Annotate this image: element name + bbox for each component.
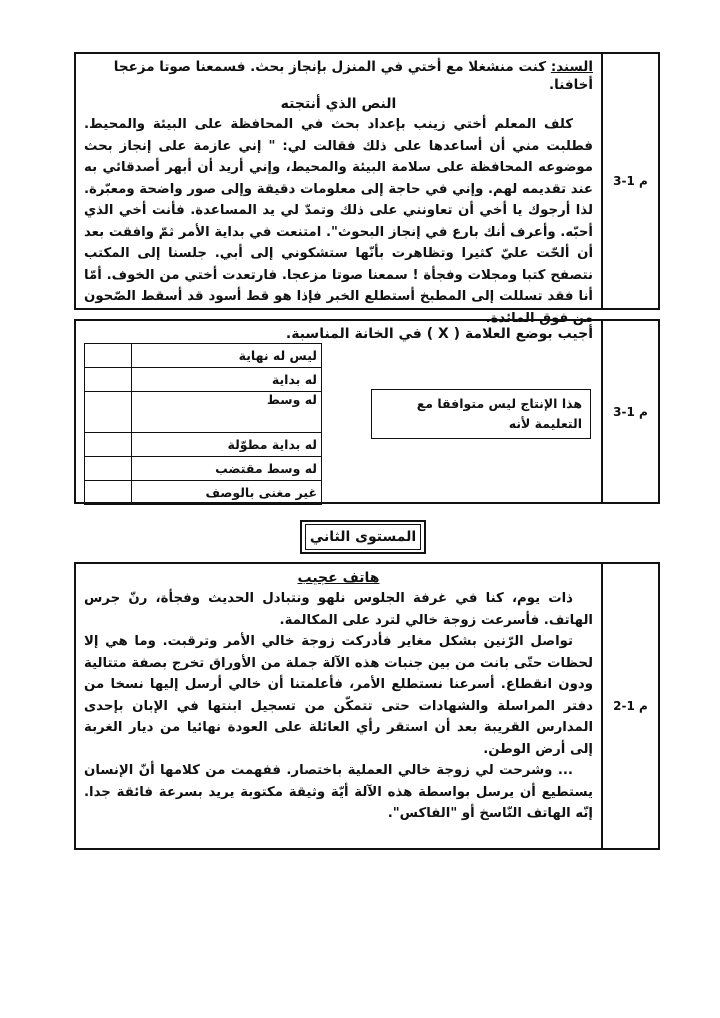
option-row bbox=[85, 457, 322, 481]
second-text-content bbox=[76, 564, 601, 848]
second-text-block bbox=[74, 562, 660, 850]
option-row bbox=[85, 368, 322, 392]
question-instruction: أجيب بوضع العلامة ( X ) في الخانة المناسبة. bbox=[285, 326, 593, 342]
second-text-title: هاتف عجيب bbox=[297, 570, 380, 586]
criterion-label: م 1-3 bbox=[601, 321, 658, 502]
statement-box: هذا الإنتاج ليس متوافقا مع التعليمة لأنه bbox=[371, 389, 591, 439]
source-text-content bbox=[76, 54, 601, 326]
option-label: له بداية bbox=[132, 368, 322, 392]
paragraph-3: ... وشرحت لي زوجة خالي العملية باختصار. ففهمت من كلامها أنّ الإنسان يستطيع أن يرسل بواسطة هذه الآلة أيّة وثيقة مكتوبة يريد بسرعة فائقة جدا. إنّه الهاتف النّاسخ أو "الفاكس". bbox=[84, 763, 593, 821]
paragraph-2: تواصل الرّنين بشكل مغاير فأدركت زوجة خالي الأمر وترقبت. وما هي إلا لحظات حتّى بانت من بين جنبات هذه الآلة جملة من الأوراق تخرج بصفة متتالية ودون انقطاع. أسرعنا نستطلع الأمر، فأعلمتنا أن خالي أرسل إليها نسخا من دفتر المراسلة والشهادات حتى تتمكّن من تسجيل ابنتها في الإبان بإحدى المدارس القريبة بعد أن استقر رأي العائلة على العودة نهائيا من ديار الغربة إلى أرض الوطن. bbox=[84, 634, 593, 757]
produced-text-title: النص الذي أنتجته bbox=[280, 96, 397, 112]
source-text-block bbox=[74, 52, 660, 326]
option-label: له وسط مقتضب bbox=[132, 457, 322, 481]
paragraph-1: ذات يوم، كنا في غرفة الجلوس نلهو ونتبادل الحديث وفجأة، رنّ جرس الهاتف. فأسرعت زوجة خالي لترد على المكالمة. bbox=[84, 591, 593, 628]
source-text: كنت منشغلا مع أختي في المنزل بإنجاز بحث. فسمعنا صوتا مزعجا أخافنا. bbox=[113, 59, 593, 93]
option-row bbox=[85, 481, 322, 505]
answer-box[interactable] bbox=[85, 481, 132, 505]
answer-box[interactable] bbox=[85, 368, 132, 392]
option-row bbox=[85, 344, 322, 368]
source-line bbox=[84, 58, 593, 94]
option-label: غير مغنى بالوصف bbox=[132, 481, 322, 505]
answer-box[interactable] bbox=[85, 344, 132, 368]
answer-box[interactable] bbox=[85, 433, 132, 457]
option-label: له بداية مطوّلة bbox=[132, 433, 322, 457]
option-row bbox=[85, 392, 322, 433]
question-block bbox=[74, 319, 660, 504]
level-title: المستوى الثاني bbox=[305, 524, 421, 550]
source-label: السند: bbox=[550, 59, 593, 75]
criterion-label: م 1-2 bbox=[601, 564, 658, 848]
question-content bbox=[76, 321, 601, 502]
option-row bbox=[85, 433, 322, 457]
options-table bbox=[84, 343, 322, 505]
level-title-box bbox=[300, 520, 426, 554]
answer-box[interactable] bbox=[85, 392, 132, 433]
option-label: له وسط bbox=[132, 392, 322, 433]
criterion-label: م 1-3 bbox=[601, 54, 658, 308]
answer-box[interactable] bbox=[85, 457, 132, 481]
produced-text-paragraph: كلف المعلم أختي زينب بإعداد بحث في المحافظة على البيئة والمحيط. فطلبت مني أن أساعدها على ذلك فقالت لي: " إني عازمة على إنجاز بحث موضوعه المحافظة على سلامة البيئة والمحيط، وإني أريد أن أبهر أصدقائي به عند تقديمه لهم. وإني في حاجة إلى معلومات دقيقة وإلى صور واضحة ومعبّرة. لذا أرجوك يا أخي أن تعاونني على ذلك وتمدّ لي يد المساعدة. فأنت أخي الذي أحبّه. وأعرف أنك بارع في إنجاز البحوث". امتنعت في بداية الأمر ثمّ وافقت بعد أن ألحّت عليّ كثيرا وتظاهرت بأنّها ستشكوني إلى أبي. جلسنا إلى المكتب نتصفح كتبا ومجلات وفجأة ! سمعنا صوتا مزعجا. فارتعدت أختي من الخوف. أمّا أنا فقد تسللت إلى المطبخ أستطلع الخبر فإذا هو قط أسود قد أسقط الصّحون من فوق المائدة. bbox=[84, 117, 593, 326]
option-label: ليس له نهاية bbox=[132, 344, 322, 368]
